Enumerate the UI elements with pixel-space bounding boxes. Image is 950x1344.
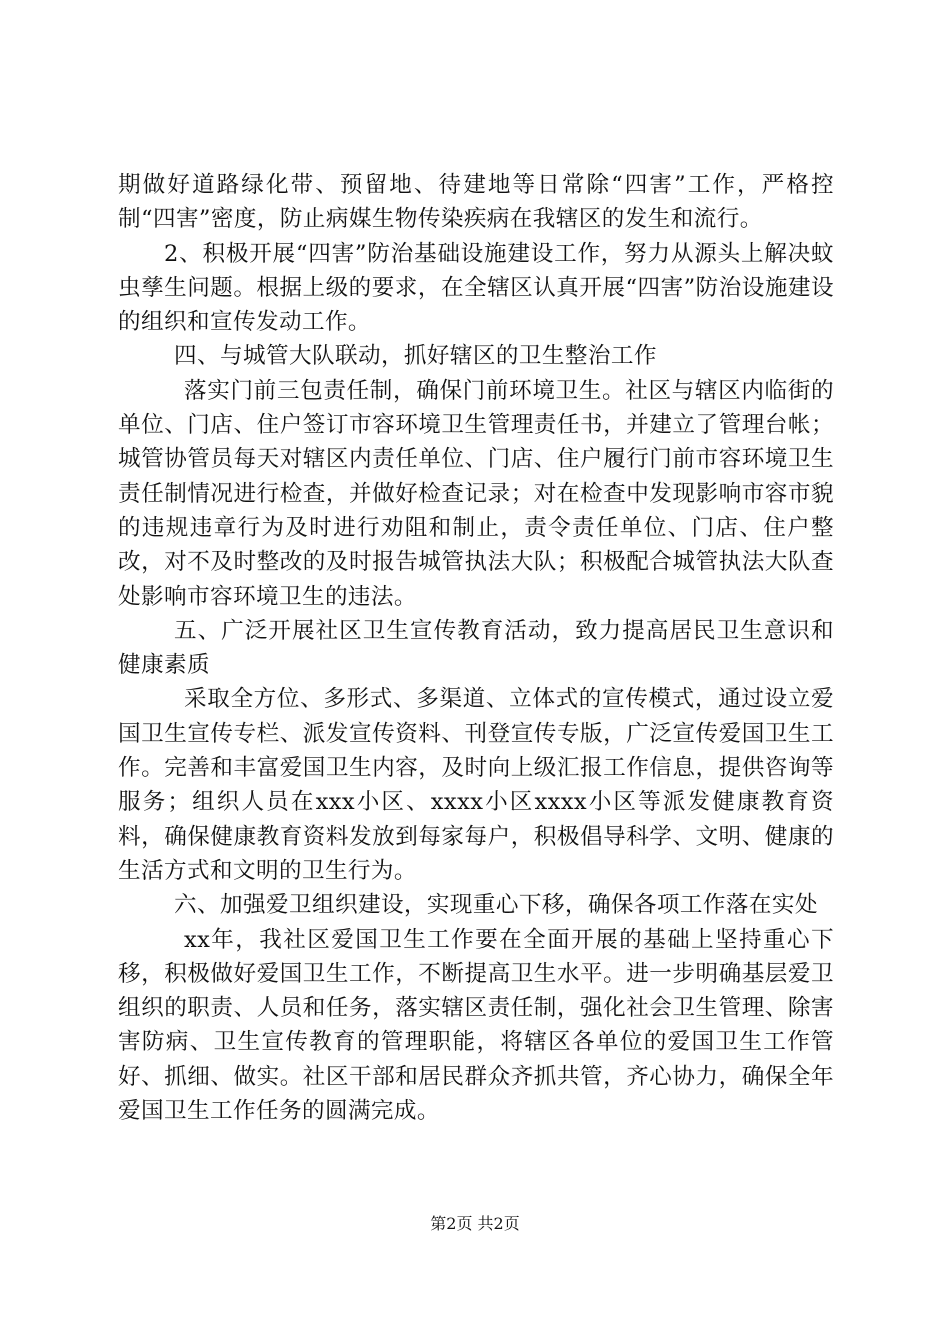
page-footer [0, 1214, 950, 1234]
document-body [118, 168, 834, 1128]
paragraph-continuation: 期做好道路绿化带、预留地、待建地等日常除“四害”工作，严格控制“四害”密度，防止病媒生物传染疾病在我辖区的发生和流行。 [118, 172, 834, 233]
paragraph-item-2: 2、积极开展“四害”防治基础设施建设工作，努力从源头上解决蚊虫孳生问题。根据上级的要求，在全辖区认真开展“四害”防治设施建设的组织和宣传发动工作。 [118, 240, 834, 336]
page-number-label: 第2页 共2页 [430, 1214, 520, 1233]
paragraph-section-5: 采取全方位、多形式、多渠道、立体式的宣传模式，通过设立爱国卫生宣传专栏、派发宣传资料、刊登宣传专版，广泛宣传爱国卫生工作。完善和丰富爱国卫生内容，及时向上级汇报工作信息，提供咨询等服务；组织人员在xxx小区、xxxx小区xxxx小区等派发健康教育资料，确保健康教育资料发放到每家每户，积极倡导科学、文明、健康的生活方式和文明的卫生行为。 [118, 686, 834, 884]
section-heading-6: 六、加强爱卫组织建设，实现重心下移，确保各项工作落在实处 [174, 892, 818, 919]
section-heading-5: 五、广泛开展社区卫生宣传教育活动，致力提高居民卫生意识和健康素质 [118, 617, 834, 679]
section-heading-4: 四、与城管大队联动，抓好辖区的卫生整治工作 [174, 343, 657, 370]
paragraph-section-6: xx年，我社区爱国卫生工作要在全面开展的基础上坚持重心下移，积极做好爱国卫生工作，不断提高卫生水平。进一步明确基层爱卫组织的职责、人员和任务，落实辖区责任制，强化社会卫生管理、除害害防病、卫生宣传教育的管理职能，将辖区各单位的爱国卫生工作管好、抓细、做实。社区干部和居民群众齐抓共管，齐心协力，确保全年爱国卫生工作任务的圆满完成。 [118, 926, 834, 1125]
paragraph-section-4: 落实门前三包责任制，确保门前环境卫生。社区与辖区内临街的单位、门店、住户签订市容环境卫生管理责任书，并建立了管理台帐；城管协管员每天对辖区内责任单位、门店、住户履行门前市容环境卫生责任制情况进行检查，并做好检查记录；对在检查中发现影响市容市貌的违规违章行为及时进行劝阻和制止，责令责任单位、门店、住户整改，对不及时整改的及时报告城管执法大队；积极配合城管执法大队查处影响市容环境卫生的违法。 [118, 377, 834, 610]
